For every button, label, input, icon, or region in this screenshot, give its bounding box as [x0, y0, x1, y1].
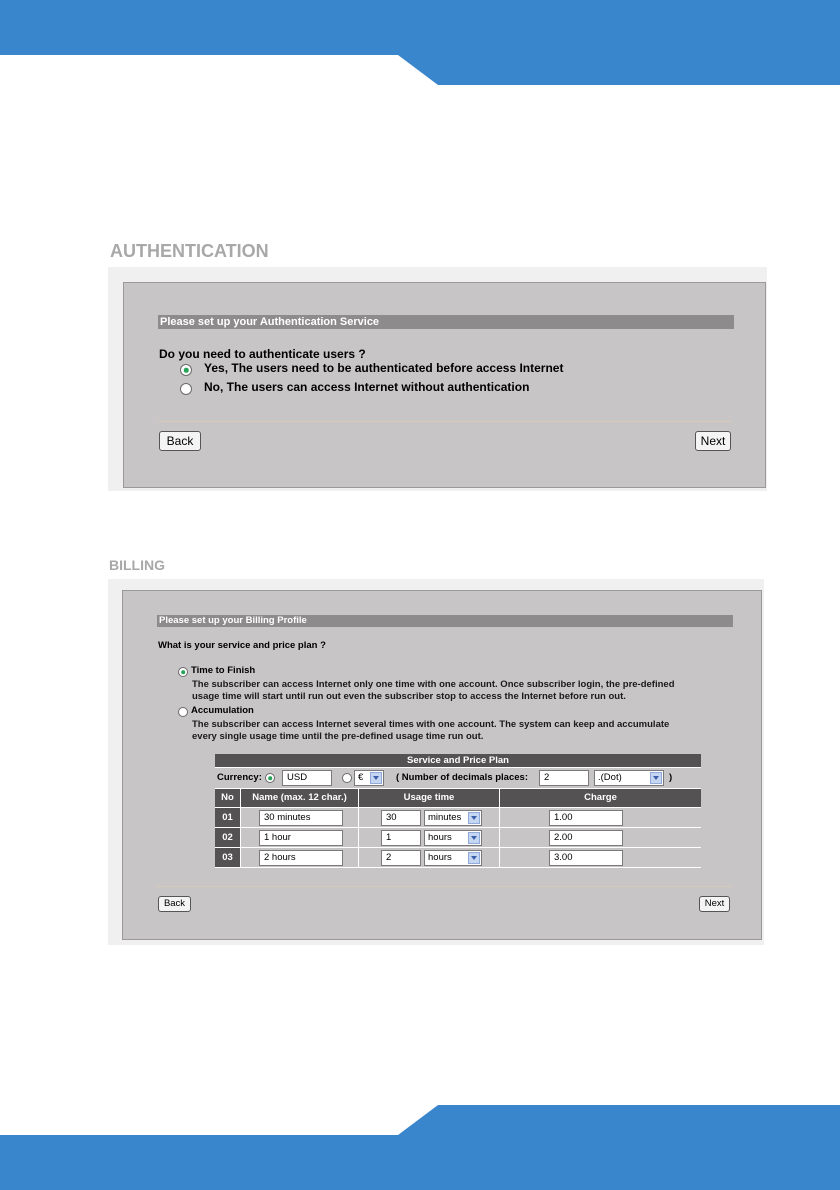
description-line: The subscriber can access Internet only one time with one account. Once subscriber login, the pre-defined — [192, 679, 675, 690]
description-line: The subscriber can access Internet several times with one account. The system can keep and accumulate — [192, 719, 670, 730]
chevron-down-icon — [650, 772, 662, 784]
currency-usd-radio[interactable] — [265, 773, 275, 783]
auth-yes-label: Yes, The users need to be authenticated before access Internet — [204, 361, 564, 375]
auth-yes-radio[interactable] — [180, 364, 192, 376]
charge-input[interactable]: 1.00 — [549, 810, 623, 826]
header-no: No — [215, 789, 240, 807]
euro-symbol: € — [358, 772, 364, 783]
plan-time-to-finish-label: Time to Finish — [191, 665, 256, 676]
plan-name-input[interactable]: 30 minutes — [259, 810, 343, 826]
plan-time-to-finish-radio[interactable] — [178, 667, 188, 677]
header-name: Name (max. 12 char.) — [241, 789, 358, 807]
usage-time-input[interactable]: 2 — [381, 850, 421, 866]
currency-euro-select[interactable] — [354, 770, 384, 786]
description-line: every single usage time until the pre-defined usage time run out. — [192, 731, 484, 742]
billing-divider — [157, 886, 731, 887]
decimals-closing-paren: ) — [669, 772, 673, 783]
chevron-down-icon — [468, 812, 480, 824]
billing-back-button[interactable]: Back — [158, 896, 191, 912]
decimal-separator-select[interactable] — [594, 770, 664, 786]
currency-euro-radio[interactable] — [342, 773, 352, 783]
decimal-separator-value: .(Dot) — [598, 772, 622, 783]
row-number: 03 — [215, 848, 240, 867]
chevron-down-icon — [370, 772, 382, 784]
plan-accumulation-label: Accumulation — [191, 705, 254, 716]
billing-section-title: BILLING — [109, 557, 165, 573]
bottom-blue-band — [0, 1105, 840, 1190]
billing-panel-title: Please set up your Billing Profile — [157, 615, 733, 627]
usage-unit-value: hours — [428, 852, 452, 863]
plan-accumulation-radio[interactable] — [178, 707, 188, 717]
charge-input[interactable]: 3.00 — [549, 850, 623, 866]
currency-label: Currency: — [217, 772, 262, 783]
usage-time-input[interactable]: 1 — [381, 830, 421, 846]
price-plan-table — [215, 754, 701, 868]
authentication-divider — [158, 421, 732, 422]
plan-accumulation-description — [192, 719, 669, 743]
plan-name-input[interactable]: 2 hours — [259, 850, 343, 866]
chevron-down-icon — [468, 852, 480, 864]
usage-unit-value: hours — [428, 832, 452, 843]
billing-next-button[interactable]: Next — [699, 896, 730, 912]
authentication-panel-title: Please set up your Authentication Service — [158, 315, 734, 329]
billing-question: What is your service and price plan ? — [158, 640, 326, 651]
authentication-question: Do you need to authenticate users ? — [159, 347, 366, 361]
top-blue-band — [0, 0, 840, 85]
row-number: 02 — [215, 828, 240, 847]
billing-panel — [122, 590, 762, 940]
chevron-down-icon — [468, 832, 480, 844]
usage-unit-select[interactable] — [424, 810, 482, 826]
plan-name-input[interactable]: 1 hour — [259, 830, 343, 846]
charge-input[interactable]: 2.00 — [549, 830, 623, 846]
plan-time-to-finish-description — [192, 679, 675, 703]
usage-unit-select[interactable] — [424, 830, 482, 846]
header-charge: Charge — [500, 789, 701, 807]
auth-next-button[interactable]: Next — [695, 431, 731, 451]
decimals-label: ( Number of decimals places: — [396, 772, 528, 783]
auth-no-radio[interactable] — [180, 383, 192, 395]
description-line: usage time will start until run out even the subscriber stop to access the Internet before run out. — [192, 691, 626, 702]
usage-unit-select[interactable] — [424, 850, 482, 866]
price-plan-table-title: Service and Price Plan — [215, 754, 701, 767]
currency-row — [215, 768, 701, 788]
authentication-panel — [123, 282, 766, 488]
usage-unit-value: minutes — [428, 812, 462, 823]
authentication-section-title: AUTHENTICATION — [110, 241, 269, 261]
currency-code-input[interactable]: USD — [282, 770, 332, 786]
auth-no-label: No, The users can access Internet without authentication — [204, 380, 530, 394]
decimals-input[interactable]: 2 — [539, 770, 589, 786]
auth-back-button[interactable]: Back — [159, 431, 201, 451]
usage-time-input[interactable]: 30 — [381, 810, 421, 826]
header-usage-time: Usage time — [359, 789, 499, 807]
row-number: 01 — [215, 808, 240, 827]
